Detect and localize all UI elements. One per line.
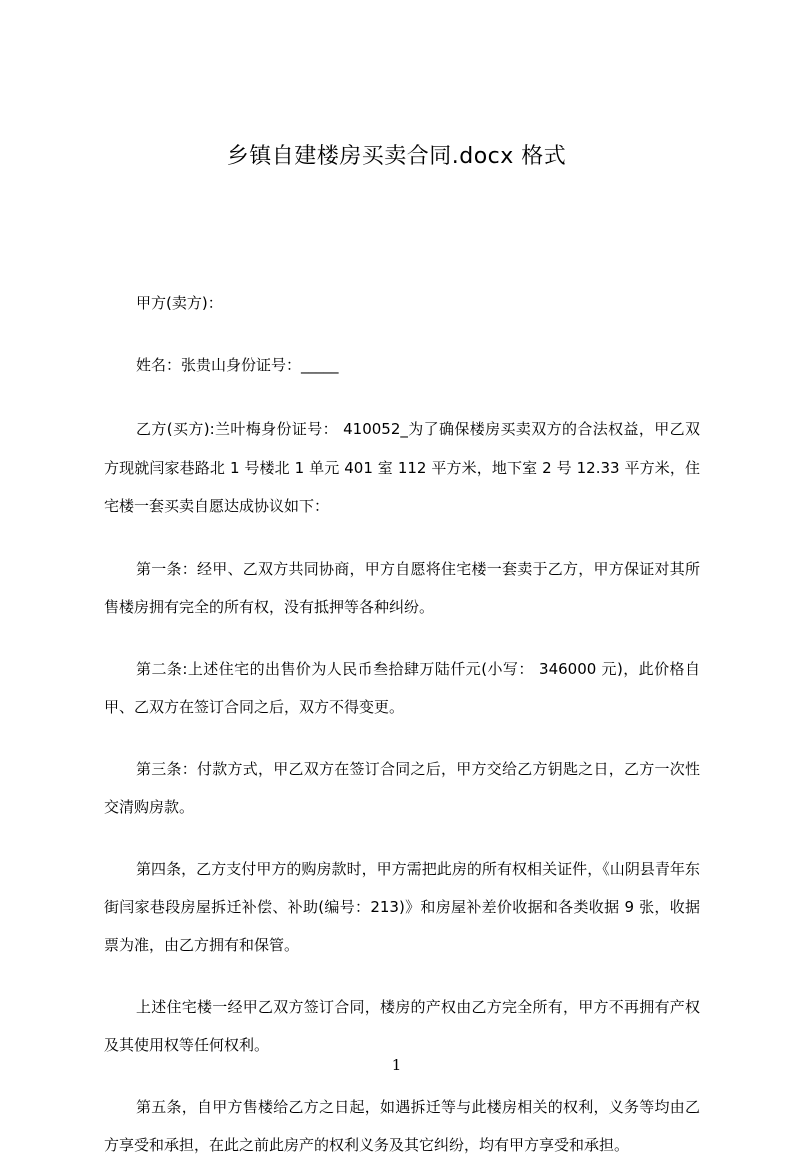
- party-a-name-id: 姓名：张贵山身份证号：_____: [136, 356, 339, 374]
- ownership-clause: 上述住宅楼一经甲乙双方签订合同，楼房的产权由乙方完全所有，甲方不再拥有产权及其使用权等任何权利。: [104, 997, 700, 1054]
- document-body: [104, 284, 700, 1164]
- article-5: 第五条，自甲方售楼给乙方之日起，如遇拆迁等与此楼房相关的权利，义务等均由乙方享受和承担，在此之前此房产的权利义务及其它纠纷，均有甲方享受和承担。: [104, 1097, 700, 1154]
- party-b-intro: 乙方(买方):兰叶梅身份证号： 410052_为了确保楼房买卖双方的合法权益，甲乙双方现就闫家巷路北 1 号楼北 1 单元 401 室 112 平方米，地下室 2 号 12.33 平方米，住宅楼一套买卖自愿达成协议如下：: [104, 420, 700, 515]
- article-3: 第三条：付款方式，甲乙双方在签订合同之后，甲方交给乙方钥匙之日，乙方一次性交清购房款。: [104, 759, 700, 816]
- article-1: 第一条：经甲、乙双方共同协商，甲方自愿将住宅楼一套卖于乙方，甲方保证对其所售楼房拥有完全的所有权，没有抵押等各种纠纷。: [104, 559, 700, 616]
- article-4: 第四条，乙方支付甲方的购房款时，甲方需把此房的所有权相关证件，《山阴县青年东街闫家巷段房屋拆迁补偿、补助(编号：213)》和房屋补差价收据和各类收据 9 张，收据票为准，由乙方拥有和保管。: [104, 859, 700, 954]
- page-number: 1: [391, 1056, 402, 1074]
- article-2: 第二条:上述住宅的出售价为人民币叁拾肆万陆仟元(小写： 346000 元)，此价格自甲、乙双方在签订合同之后，双方不得变更。: [104, 659, 700, 716]
- party-a-heading: 甲方(卖方)：: [136, 294, 223, 312]
- document-title: 乡镇自建楼房买卖合同.docx 格式: [226, 144, 567, 169]
